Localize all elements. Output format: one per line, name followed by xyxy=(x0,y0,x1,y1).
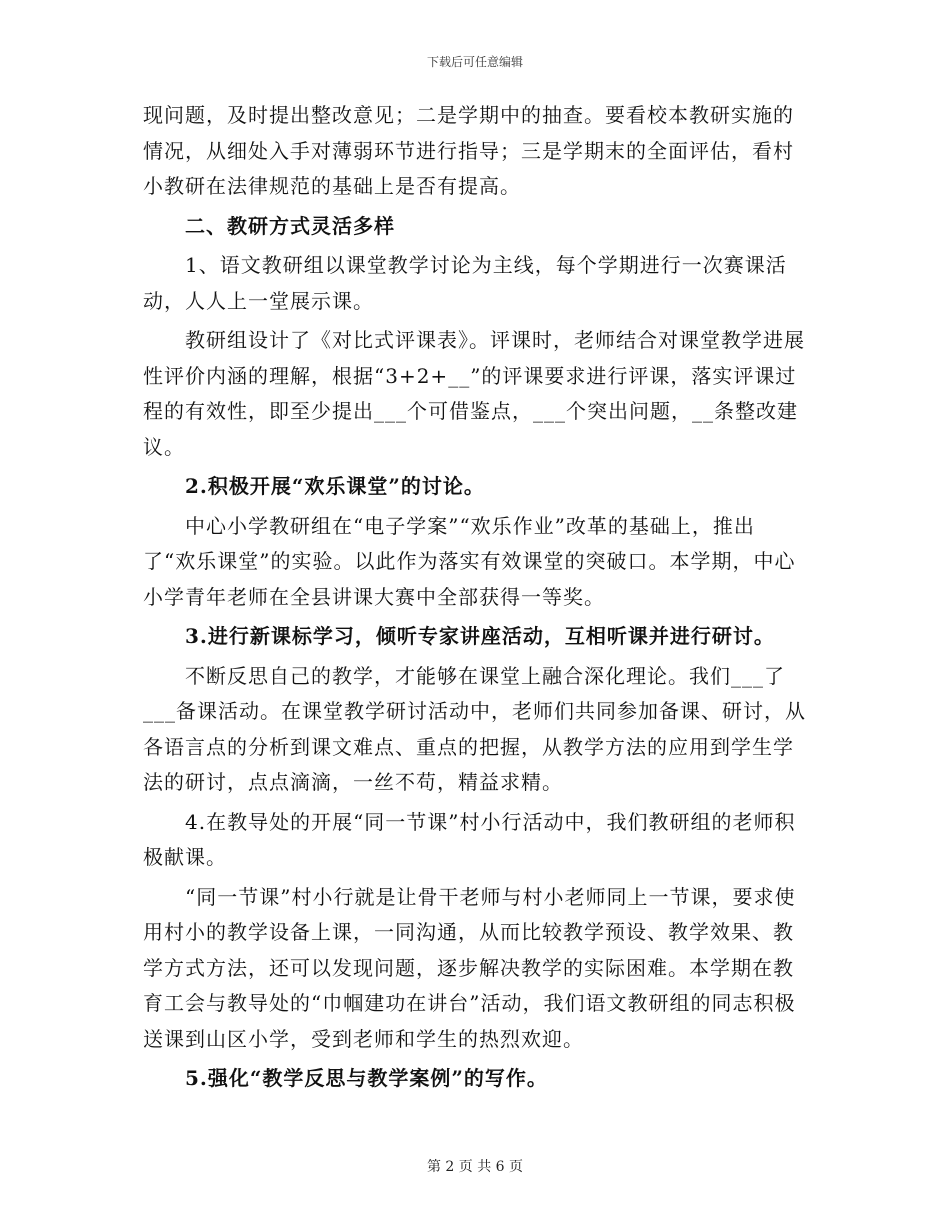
item-heading-3: 3.进行新课标学习，倾听专家讲座活动，互相听课并进行研讨。 xyxy=(185,624,775,648)
paragraph-item-4: 4.在教导处的开展“同一节课”村小行活动中，我们教研组的老师积极献课。 xyxy=(143,809,796,869)
page-footer: 第 2 页 共 6 页 xyxy=(426,1159,524,1175)
item-heading-5: 5.强化“教学反思与教学案例”的写作。 xyxy=(185,1066,548,1090)
paragraph-happy-class: 中心小学教研组在“电子学案”“欢乐作业”改革的基础上，推出了“欢乐课堂”的实验。以此作为落实有效课堂的突破口。本学期，中心小学青年老师在全县讲课大赛中全部获得一等奖。 xyxy=(143,513,796,609)
item-heading-2: 2.积极开展“欢乐课堂”的讨论。 xyxy=(185,474,485,498)
paragraph-evaluation-form: 教研组设计了《对比式评课表》。评课时，老师结合对课堂教学进展性评价内涵的理解，根据“3+2+__”的评课要求进行评课，落实评课过程的有效性，即至少提出___个可借鉴点，___个突出问题，__条整改建议。 xyxy=(143,328,805,459)
page-header: 下载后可任意编辑 xyxy=(426,55,523,69)
paragraph-same-class: “同一节课”村小行就是让骨干老师与村小老师同上一节课，要求使用村小的教学设备上课，一同沟通，从而比较教学预设、教学效果、教学方式方法，还可以发现问题，逐步解决教学的实际困难。本学期在教育工会与教导处的“巾帼建功在讲台”活动，我们语文教研组的同志积极送课到山区小学，受到老师和学生的热烈欢迎。 xyxy=(143,884,796,1051)
paragraph-reflection: 不断反思自己的教学，才能够在课堂上融合深化理论。我们___了___备课活动。在课堂教学研讨活动中，老师们共同参加备课、研讨，从各语言点的分析到课文难点、重点的把握，从教学方法的应用到学生学法的研讨，点点滴滴，一丝不苟，精益求精。 xyxy=(143,663,806,794)
paragraph-item-1: 1、语文教研组以课堂教学讨论为主线，每个学期进行一次赛课活动，人人上一堂展示课。 xyxy=(143,253,787,313)
paragraph-continuation: 现问题，及时提出整改意见；二是学期中的抽查。要看校本教研实施的情况，从细处入手对薄弱环节进行指导；三是学期末的全面评估，看村小教研在法律规范的基础上是否有提高。 xyxy=(143,103,794,198)
document-body xyxy=(143,98,807,1097)
section-heading: 二、教研方式灵活多样 xyxy=(185,213,395,238)
